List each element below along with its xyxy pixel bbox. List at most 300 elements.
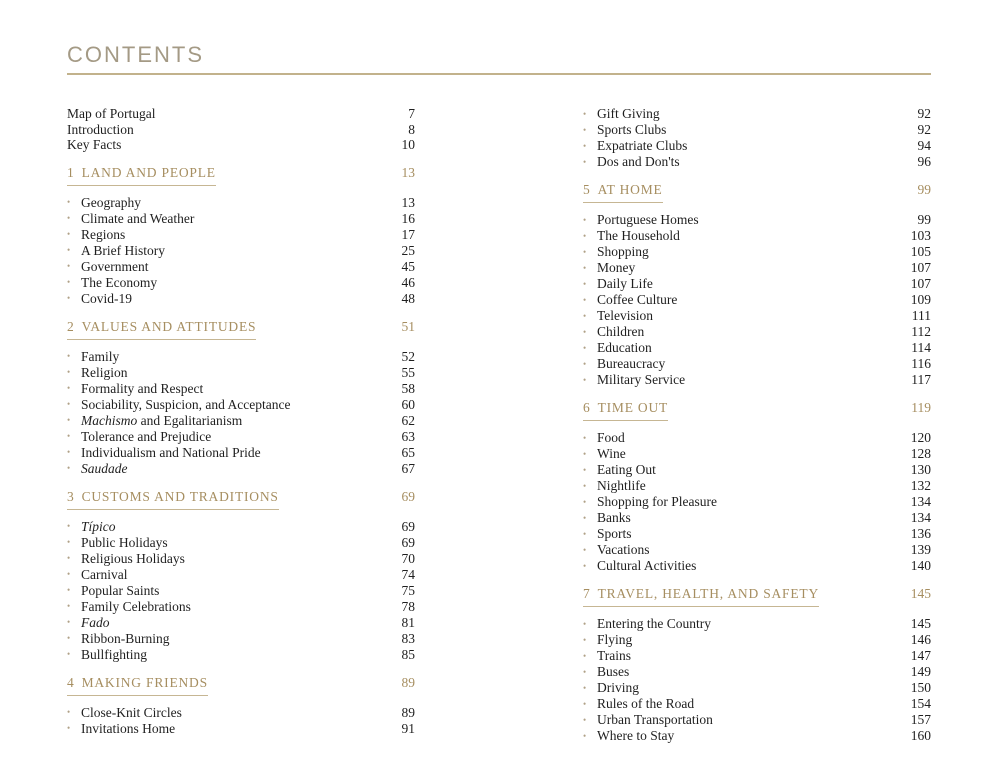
toc-entry-page-number: 145 — [910, 616, 931, 631]
toc-entry-title: Key Facts — [67, 137, 122, 152]
toc-entry-title: Driving — [597, 680, 639, 695]
toc-entry — [583, 558, 931, 574]
toc-entry — [583, 462, 931, 478]
toc-entry-title: Vacations — [597, 542, 650, 557]
bullet-icon: • — [67, 723, 71, 733]
toc-entry-page-number: 85 — [401, 646, 415, 662]
toc-entry-text — [583, 542, 649, 558]
toc-entry — [67, 365, 415, 381]
toc-entry-title: Introduction — [67, 121, 134, 137]
toc-entry-page-number: 107 — [910, 260, 931, 275]
toc-entry-page-number: 17 — [401, 226, 415, 242]
toc-entry-page-number: 117 — [911, 372, 931, 387]
toc-entry-title: The Household — [597, 228, 680, 243]
toc-entry — [583, 478, 931, 494]
chapter-number: 2 — [67, 318, 75, 334]
toc-entry-text — [67, 599, 191, 615]
toc-entry-text — [67, 195, 141, 211]
chapter-page-number: 13 — [401, 164, 415, 180]
chapter-section — [583, 400, 931, 574]
bullet-icon: • — [67, 383, 71, 393]
bullet-icon: • — [67, 569, 71, 579]
title-rule — [67, 73, 931, 75]
chapter-items — [583, 212, 931, 388]
toc-entry-text — [67, 535, 168, 551]
toc-entry-text — [67, 615, 110, 631]
toc-entry-title: Military Service — [597, 372, 686, 387]
chapter-heading — [583, 586, 819, 607]
toc-entry — [67, 349, 415, 365]
toc-entry-text — [67, 349, 119, 365]
bullet-icon: • — [583, 432, 587, 443]
toc-entry-page-number: 136 — [910, 526, 931, 541]
toc-entry — [583, 430, 931, 446]
toc-entry-page-number: 128 — [910, 446, 931, 461]
toc-entry-title: and Egalitarianism — [137, 412, 243, 428]
chapter-items — [67, 705, 415, 737]
toc-entry-page-number: 60 — [401, 396, 415, 412]
toc-entry-title: Religious Holidays — [81, 550, 185, 566]
toc-entry-text — [67, 259, 148, 275]
chapter-page-number: 119 — [911, 400, 931, 415]
bullet-icon: • — [583, 666, 587, 677]
chapter-items — [67, 519, 415, 663]
toc-entry — [67, 705, 415, 721]
toc-entry-text — [583, 122, 666, 138]
toc-entry-title: Shopping for Pleasure — [597, 494, 717, 509]
chapter-title: MAKING FRIENDS — [81, 674, 208, 690]
toc-entry-text — [583, 276, 653, 292]
bullet-icon: • — [67, 521, 71, 531]
toc-entry-page-number: 130 — [910, 462, 931, 477]
toc-entry-title: Gift Giving — [597, 106, 660, 121]
toc-entry-page-number: 10 — [401, 137, 415, 152]
toc-entry-text — [583, 260, 635, 276]
chapter-title: LAND AND PEOPLE — [81, 164, 216, 180]
toc-entry-title: Ribbon-Burning — [81, 630, 170, 646]
bullet-icon: • — [583, 246, 587, 257]
toc-entry — [67, 195, 415, 211]
chapter-heading-row — [67, 319, 415, 340]
toc-entry — [583, 712, 931, 728]
toc-entry-text — [67, 429, 211, 445]
toc-entry — [583, 356, 931, 372]
toc-entry — [583, 542, 931, 558]
toc-entry — [67, 721, 415, 737]
chapter-items — [583, 616, 931, 744]
toc-entry — [583, 228, 931, 244]
bullet-icon: • — [583, 108, 587, 119]
toc-entry — [67, 583, 415, 599]
toc-entry-title: Geography — [81, 194, 141, 210]
chapter-section — [583, 182, 931, 388]
chapter-number: 6 — [583, 400, 591, 415]
toc-entry-text — [583, 430, 625, 446]
toc-entry-title-italic: Típico — [81, 518, 116, 534]
toc-entry — [67, 647, 415, 663]
bullet-icon: • — [583, 634, 587, 645]
toc-entry-title: Map of Portugal — [67, 106, 156, 121]
bullet-icon: • — [583, 618, 587, 629]
toc-entry — [583, 494, 931, 510]
chapter-page-number: 145 — [910, 586, 931, 601]
toc-entry — [583, 260, 931, 276]
toc-entry-page-number: 149 — [910, 664, 931, 679]
toc-entry-page-number: 154 — [910, 696, 931, 711]
toc-entry-text — [583, 478, 646, 494]
chapter-title: AT HOME — [597, 182, 663, 197]
toc-entry-text — [67, 137, 121, 153]
chapter-page-number: 89 — [401, 674, 415, 690]
toc-entry — [67, 227, 415, 243]
bullet-icon: • — [583, 326, 587, 337]
toc-entry-title: Portuguese Homes — [597, 212, 699, 227]
bullet-icon: • — [583, 310, 587, 321]
toc-entry-text — [583, 510, 631, 526]
chapter-section — [583, 586, 931, 744]
bullet-icon: • — [583, 528, 587, 539]
toc-entry-page-number: 70 — [401, 550, 415, 566]
toc-entry-page-number: 7 — [408, 106, 415, 121]
chapter-page-number: 69 — [401, 488, 415, 504]
toc-entry-title: Popular Saints — [81, 582, 160, 598]
toc-entry — [67, 381, 415, 397]
toc-entry-text — [583, 494, 717, 510]
toc-entry-page-number: 62 — [401, 412, 415, 428]
bullet-icon: • — [67, 633, 71, 643]
bullet-icon: • — [583, 512, 587, 523]
toc-entry-page-number: 99 — [917, 212, 931, 227]
toc-entry-title: A Brief History — [81, 242, 165, 258]
toc-entry-title: Government — [81, 258, 149, 274]
chapter-number: 5 — [583, 182, 591, 197]
toc-entry-page-number: 83 — [401, 630, 415, 646]
toc-entry-title: Bullfighting — [81, 646, 148, 662]
bullet-icon: • — [67, 197, 71, 207]
toc-entry — [67, 211, 415, 227]
toc-entry-title: Regions — [81, 226, 126, 242]
toc-entry-page-number: 89 — [401, 704, 415, 720]
bullet-icon: • — [67, 537, 71, 547]
toc-entry — [583, 308, 931, 324]
toc-entry-page-number: 160 — [910, 728, 931, 743]
chapter-section — [67, 675, 415, 737]
toc-entry-title: The Economy — [81, 274, 158, 290]
chapter-heading — [67, 319, 256, 340]
toc-entry-text — [583, 632, 632, 648]
bullet-icon: • — [583, 730, 587, 741]
toc-entry-title: Banks — [597, 510, 631, 525]
bullet-icon: • — [67, 649, 71, 659]
toc-entry-page-number: 105 — [910, 244, 931, 259]
chapter-title: CUSTOMS AND TRADITIONS — [81, 488, 279, 504]
toc-entry-title: Close-Knit Circles — [81, 704, 182, 720]
toc-entry-title-italic: Fado — [81, 614, 110, 630]
bullet-icon: • — [583, 124, 587, 135]
toc-entry-text — [583, 648, 631, 664]
chapter-heading — [583, 182, 663, 203]
bullet-icon: • — [583, 544, 587, 555]
toc-entry-page-number: 78 — [401, 598, 415, 614]
toc-entry — [67, 291, 415, 307]
bullet-icon: • — [67, 213, 71, 223]
toc-entry-text — [67, 631, 170, 647]
toc-entry-text — [583, 712, 713, 728]
chapter-section — [67, 489, 415, 663]
toc-entry-page-number: 96 — [917, 154, 931, 169]
bullet-icon: • — [67, 367, 71, 377]
toc-entry-page-number: 103 — [910, 228, 931, 243]
chapter-number: 7 — [583, 586, 591, 601]
toc-entry — [67, 243, 415, 259]
toc-entry-page-number: 92 — [917, 122, 931, 137]
toc-entry — [583, 632, 931, 648]
toc-entry — [583, 340, 931, 356]
chapter-heading — [67, 489, 279, 510]
toc-entry-title: Cultural Activities — [597, 558, 697, 573]
bullet-icon: • — [67, 245, 71, 255]
toc-entry — [67, 413, 415, 429]
toc-entry — [583, 122, 931, 138]
toc-entry-title: Education — [597, 340, 652, 355]
toc-entry-text — [67, 551, 185, 567]
chapter-heading — [583, 400, 668, 421]
bullet-icon: • — [583, 294, 587, 305]
toc-entry-page-number: 139 — [910, 542, 931, 557]
toc-entry — [583, 372, 931, 388]
toc-entry-page-number: 111 — [911, 308, 931, 323]
toc-entry — [583, 510, 931, 526]
toc-entry-title: Urban Transportation — [597, 712, 713, 727]
toc-entry-text — [67, 365, 128, 381]
toc-entry — [67, 535, 415, 551]
bullet-icon: • — [583, 278, 587, 289]
toc-entry-page-number: 16 — [401, 210, 415, 226]
toc-entry-title: Television — [597, 308, 654, 323]
bullet-icon: • — [583, 650, 587, 661]
toc-entry-page-number: 147 — [910, 648, 931, 663]
toc-entry — [583, 244, 931, 260]
toc-entry — [583, 696, 931, 712]
toc-column-right — [583, 106, 931, 744]
toc-entry-text — [583, 324, 644, 340]
toc-entry-title: Money — [597, 260, 636, 275]
toc-entry-text — [583, 308, 653, 324]
toc-entry — [67, 122, 415, 138]
toc-entry-title: Shopping — [597, 244, 649, 259]
toc-entry-page-number: 67 — [401, 460, 415, 476]
toc-entry-text — [67, 647, 147, 663]
toc-entry-text — [583, 616, 711, 632]
chapter-number: 4 — [67, 674, 75, 690]
toc-entry-text — [67, 445, 261, 461]
toc-entry — [583, 212, 931, 228]
toc-entry-title: Bureaucracy — [597, 356, 666, 371]
toc-entry-text — [583, 558, 696, 574]
toc-entry-page-number: 46 — [401, 274, 415, 290]
toc-entry — [67, 551, 415, 567]
toc-entry-page-number: 48 — [401, 290, 415, 306]
chapter-heading-row — [67, 675, 415, 696]
toc-entry — [583, 664, 931, 680]
bullet-icon: • — [583, 230, 587, 241]
toc-entry-title: Sociability, Suspicion, and Acceptance — [81, 396, 291, 412]
toc-entry-title: Family — [81, 348, 120, 364]
toc-entry-page-number: 92 — [917, 106, 931, 121]
toc-entry-page-number: 65 — [401, 444, 415, 460]
toc-entry-text — [583, 138, 687, 154]
toc-entry-title: Nightlife — [597, 478, 646, 493]
chapter-page-number: 51 — [401, 318, 415, 334]
toc-entry — [67, 445, 415, 461]
toc-entry-page-number: 81 — [401, 614, 415, 630]
toc-entry-title: Children — [597, 324, 645, 339]
toc-entry-text — [583, 372, 685, 388]
toc-entry-title: Eating Out — [597, 462, 656, 477]
toc-entry-text — [583, 696, 694, 712]
toc-entry-text — [583, 154, 680, 170]
toc-entry-text — [583, 462, 656, 478]
bullet-icon: • — [67, 463, 71, 473]
bullet-icon: • — [67, 617, 71, 627]
bullet-icon: • — [583, 714, 587, 725]
toc-entry-text — [67, 721, 175, 737]
toc-entry-title: Coffee Culture — [597, 292, 678, 307]
bullet-icon: • — [583, 480, 587, 491]
chapter-title: VALUES AND ATTITUDES — [81, 318, 257, 334]
bullet-icon: • — [583, 140, 587, 151]
toc-entry-page-number: 134 — [910, 510, 931, 525]
toc-entry-page-number: 150 — [910, 680, 931, 695]
toc-entry-title: Climate and Weather — [81, 210, 195, 226]
bullet-icon: • — [583, 682, 587, 693]
toc-entry-page-number: 45 — [401, 258, 415, 274]
toc-entry-title: Tolerance and Prejudice — [81, 428, 212, 444]
toc-entry-title: Wine — [597, 446, 626, 461]
toc-entry — [583, 276, 931, 292]
toc-entry-page-number: 109 — [910, 292, 931, 307]
bullet-icon: • — [67, 585, 71, 595]
page-header — [67, 42, 931, 75]
toc-entry-title-italic: Saudade — [81, 460, 128, 476]
chapter-number: 1 — [67, 164, 75, 180]
bullet-icon: • — [583, 358, 587, 369]
toc-entry-page-number: 69 — [401, 534, 415, 550]
toc-entry-page-number: 120 — [910, 430, 931, 445]
toc-entry-text — [583, 292, 677, 308]
toc-entry-text — [67, 567, 128, 583]
toc-entry-title: Formality and Respect — [81, 380, 204, 396]
toc-entry-title: Trains — [597, 648, 632, 663]
chapter-title: TRAVEL, HEALTH, AND SAFETY — [597, 586, 819, 601]
toc-entry — [67, 106, 415, 122]
toc-column-left — [67, 106, 415, 744]
entry-list — [583, 106, 931, 170]
toc-entry — [583, 616, 931, 632]
toc-entry — [583, 728, 931, 744]
toc-entry-text — [583, 228, 680, 244]
bullet-icon: • — [67, 431, 71, 441]
chapter-heading-row — [67, 489, 415, 510]
toc-entry-title: Religion — [81, 364, 128, 380]
toc-entry-title: Carnival — [81, 566, 128, 582]
toc-entry-page-number: 112 — [911, 324, 931, 339]
chapter-number: 3 — [67, 488, 75, 504]
toc-entry-text — [67, 243, 165, 259]
toc-entry-page-number: 69 — [401, 518, 415, 534]
toc-entry — [67, 631, 415, 647]
toc-entry-page-number: 13 — [401, 194, 415, 210]
toc-entry-text — [67, 275, 157, 291]
toc-entry — [583, 106, 931, 122]
toc-entry-text — [583, 340, 652, 356]
bullet-icon: • — [583, 214, 587, 225]
toc-entry-title: Covid-19 — [81, 290, 133, 306]
page-title: CONTENTS — [67, 42, 204, 67]
toc-entry-text — [67, 413, 242, 429]
bullet-icon: • — [67, 601, 71, 611]
bullet-icon: • — [67, 553, 71, 563]
toc-entry-title: Individualism and National Pride — [81, 444, 261, 460]
toc-entry-page-number: 140 — [910, 558, 931, 573]
toc-entry — [67, 429, 415, 445]
toc-entry — [67, 599, 415, 615]
toc-entry — [67, 567, 415, 583]
toc-entry-title: Public Holidays — [81, 534, 168, 550]
toc-entry-title: Daily Life — [597, 276, 653, 291]
toc-entry-page-number: 52 — [401, 348, 415, 364]
chapter-title: TIME OUT — [597, 400, 669, 415]
bullet-icon: • — [67, 277, 71, 287]
chapter-heading-row — [583, 182, 931, 203]
toc-entry-text — [583, 446, 626, 462]
toc-entry — [583, 648, 931, 664]
toc-entry-text — [67, 211, 194, 227]
toc-entry — [67, 519, 415, 535]
toc-entry-page-number: 107 — [910, 276, 931, 291]
toc-entry-text — [67, 397, 290, 413]
bullet-icon: • — [583, 156, 587, 167]
toc-entry — [67, 397, 415, 413]
toc-entry-page-number: 114 — [911, 340, 931, 355]
toc-entry — [583, 154, 931, 170]
toc-entry-text — [583, 728, 674, 744]
toc-entry-text — [67, 461, 128, 477]
bullet-icon: • — [67, 229, 71, 239]
toc-entry-text — [67, 381, 203, 397]
chapter-page-number: 99 — [917, 182, 931, 197]
toc-entry-text — [67, 583, 159, 599]
chapter-items — [583, 430, 931, 574]
toc-entry — [583, 138, 931, 154]
bullet-icon: • — [583, 464, 587, 475]
toc-entry-page-number: 146 — [910, 632, 931, 647]
toc-entry-title: Sports Clubs — [597, 122, 667, 137]
toc-entry-text — [67, 705, 182, 721]
toc-entry-text — [583, 212, 699, 228]
toc-entry-text — [583, 356, 665, 372]
toc-entry — [67, 275, 415, 291]
toc-entry-text — [67, 106, 156, 122]
chapter-heading — [67, 675, 208, 696]
chapter-section — [67, 165, 415, 307]
toc-entry-title: Dos and Don'ts — [597, 154, 680, 169]
bullet-icon: • — [583, 262, 587, 273]
entry-list — [67, 106, 415, 153]
chapter-items — [67, 195, 415, 307]
toc-entry-page-number: 58 — [401, 380, 415, 396]
chapter-heading — [67, 165, 216, 186]
